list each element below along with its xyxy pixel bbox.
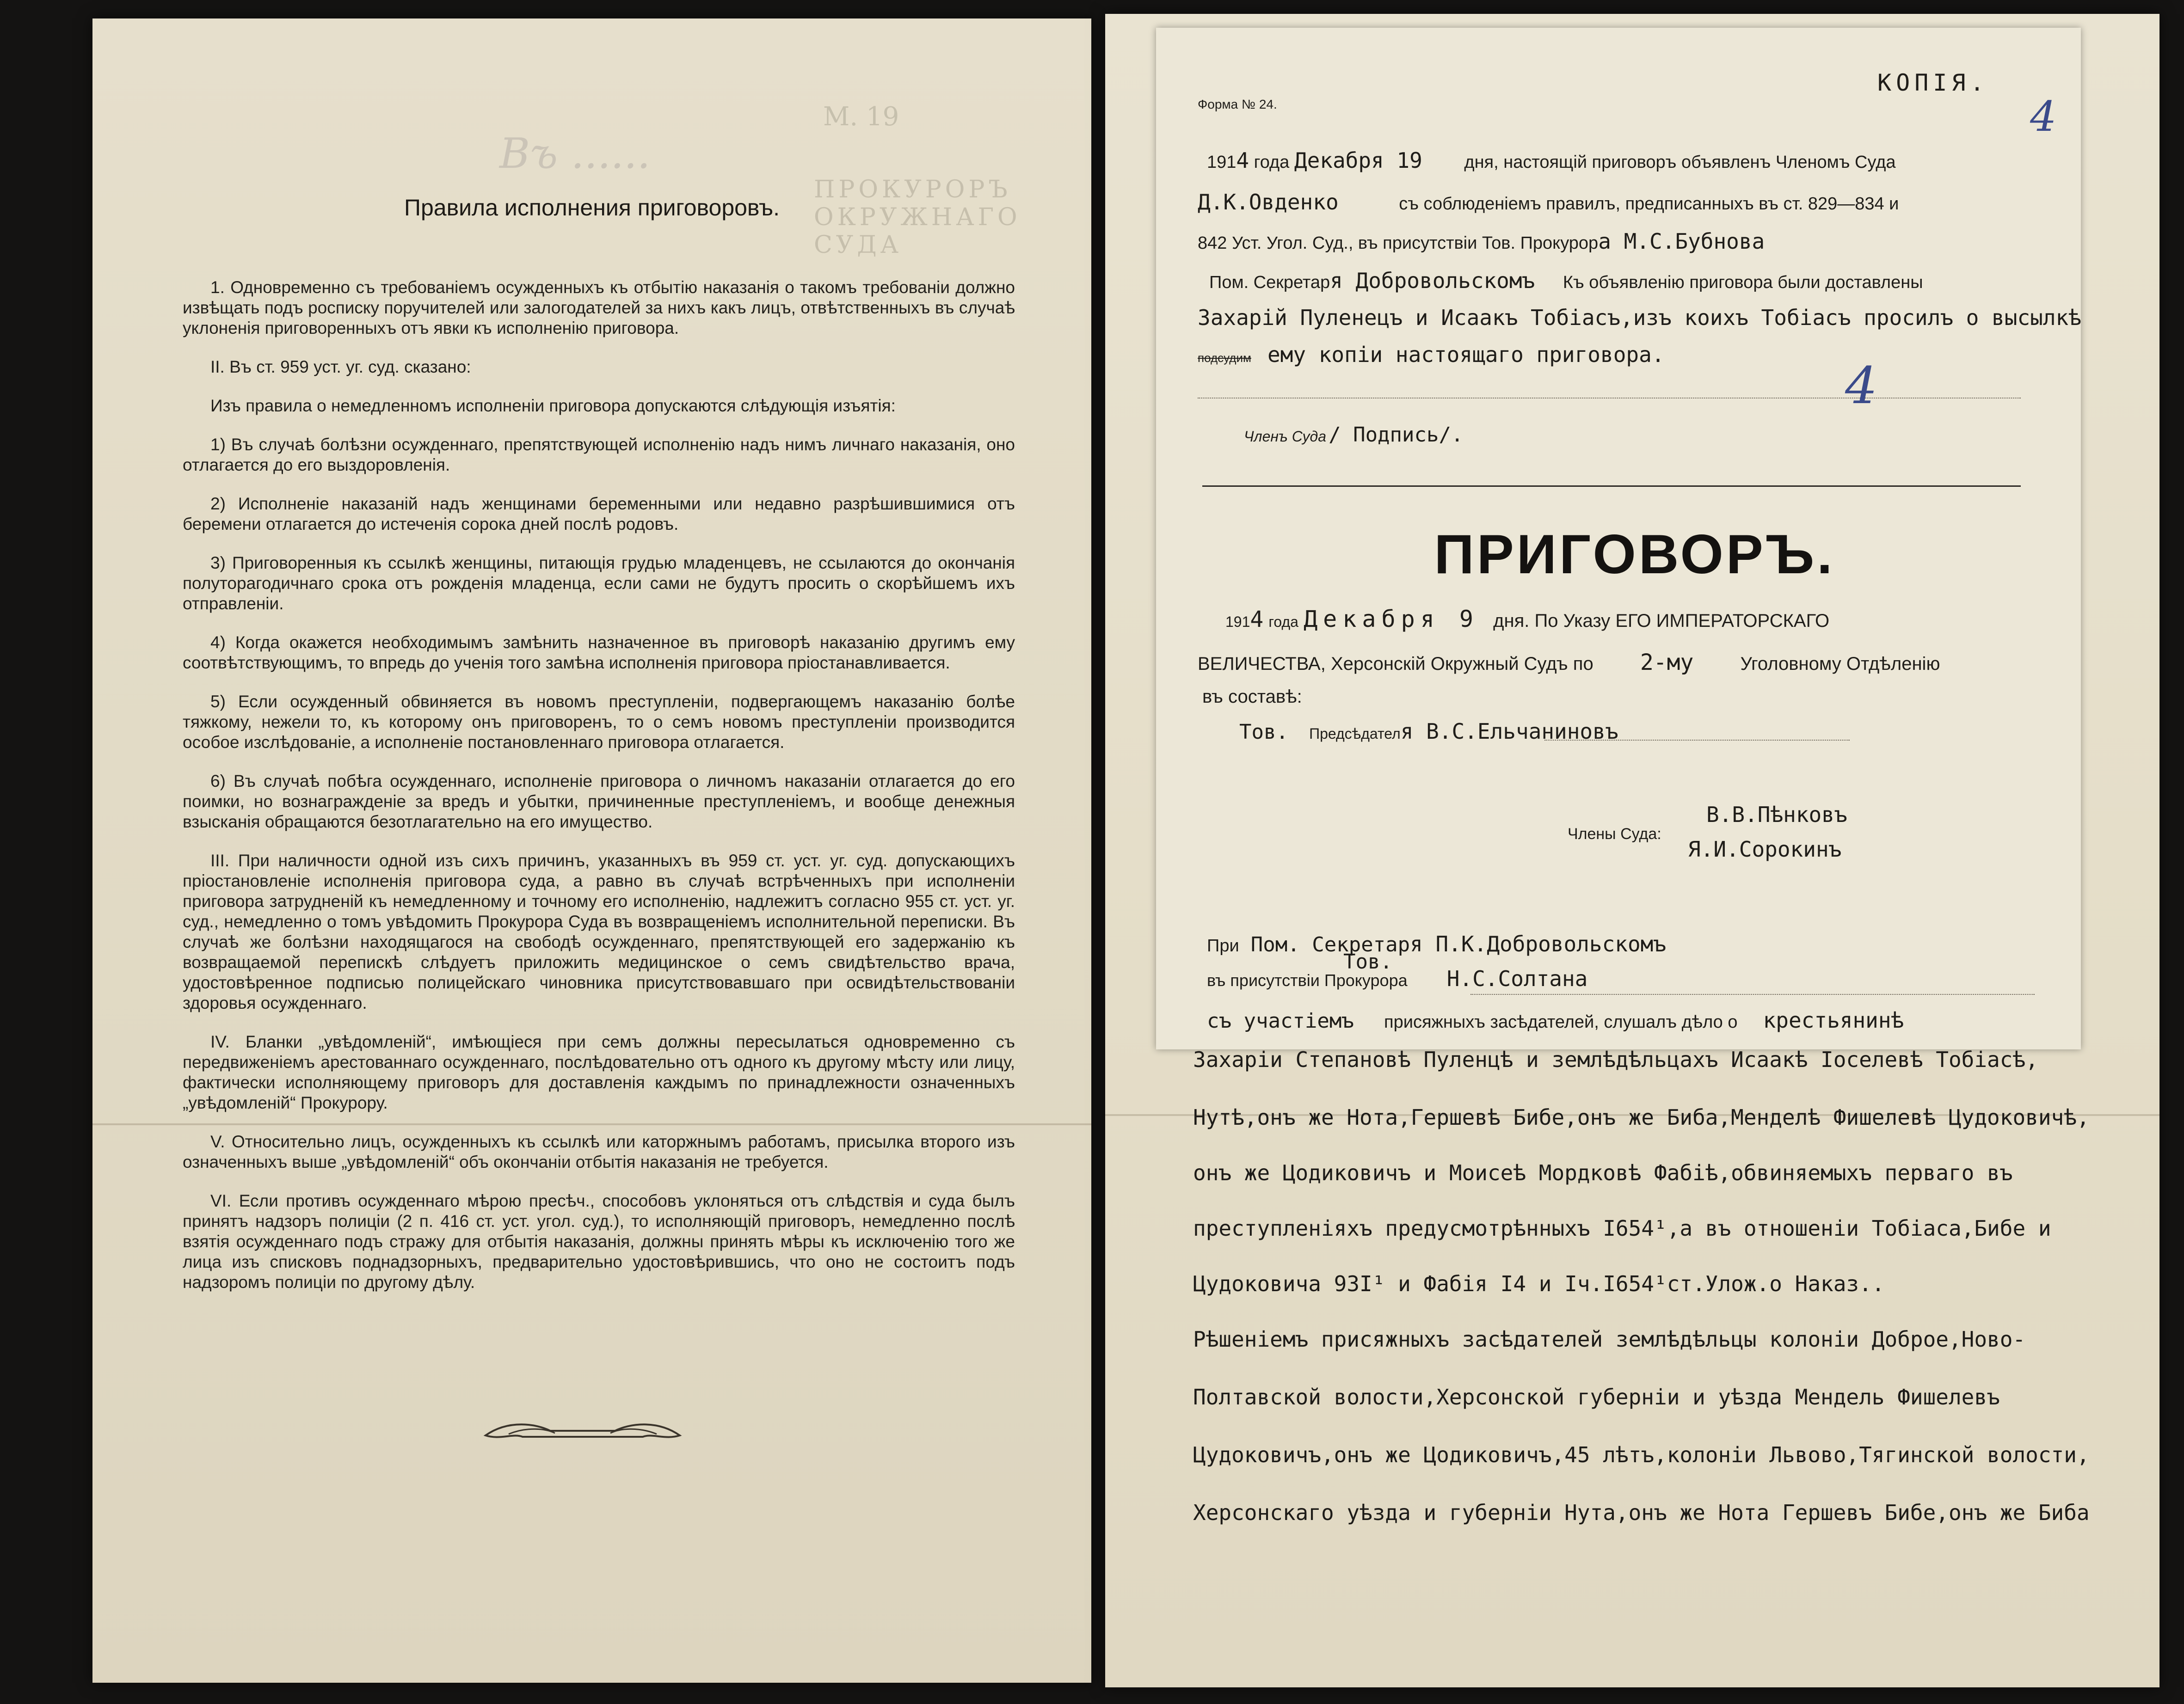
- page-number: 4: [2030, 92, 2057, 141]
- verdict-year-prefix: 191: [1225, 613, 1250, 630]
- verdict-line-3: въ составѣ:: [1202, 687, 1302, 707]
- faded-stamp: ПРОКУРОРЪ ОКРУЖНАГО СУДА: [814, 176, 1021, 259]
- verdict-date: Декабря 9: [1304, 606, 1479, 632]
- jury-suffix: емъ: [1317, 1009, 1354, 1033]
- rule-paragraph: VI. Если противъ осужденнаго мѣрою пресѣч., способовъ уклоняться отъ слѣдствія и суда былъ принятъ надзоръ полиціи (2 п. 416 ст. уст. угол. суд.), то исполняющій приговоръ, немедленно послѣ взятія осужденнаго подъ стражу для отбытія наказанія, должны принять мѣры къ исключенію того же лица изъ списковъ поднадзорныхъ, предварительно удостовѣрившись, что оно не состоитъ подъ надзоромъ полиціи по другому дѣлу.: [183, 1191, 1015, 1292]
- rule-paragraph: 4) Когда окажется необходимымъ замѣнить назначенное въ приговорѣ наказанію другимъ ему соотвѣтствующимъ, то впредь до ученія того замѣна исполненія приговора пріостанавливается.: [183, 633, 1015, 672]
- announce-text: дня, настоящій приговоръ объявленъ Членомъ Суда: [1464, 153, 1896, 172]
- copy-label: КОПІЯ.: [1877, 69, 1989, 96]
- rule-paragraph: Изъ правила о немедленномъ исполненіи приговора допускаются слѣдующія изъятія:: [210, 396, 896, 415]
- verdict-line-1: [1225, 606, 1829, 632]
- rule-paragraph: II. Въ ст. 959 уст. уг. суд. сказано:: [210, 357, 471, 376]
- rules-text: [183, 277, 1015, 1311]
- dotted-line: [1544, 740, 1850, 741]
- verdict-dept: 2-му: [1640, 650, 1694, 675]
- prosecutor-tov: Тов.: [1343, 950, 1392, 974]
- announce-text: съ соблюденіемъ правилъ, предписанныхъ въ ст. 829—834 и: [1399, 194, 1899, 214]
- jury-prefix: съ участі: [1207, 1009, 1317, 1033]
- announce-prosecutor: а М.С.Бубнова: [1598, 229, 1765, 254]
- verdict-body-line: Рѣшеніемъ присяжныхъ засѣдателей землѣдѣльцы колоніи Доброе,Ново-: [1193, 1327, 2026, 1352]
- announce-text: ему копіи настоящаго приговора.: [1267, 342, 1665, 367]
- announce-text: Пом. Секретар: [1209, 273, 1330, 292]
- verdict-body-line: Нутѣ,онъ же Нота,Гершевѣ Бибе,онъ же Биба,Менделѣ Фишелевѣ Цудоковичѣ,: [1193, 1105, 2090, 1130]
- prosecutor-row: [1207, 966, 1587, 991]
- announce-secretary: я Добровольскомъ: [1330, 268, 1535, 293]
- member-signature: [1244, 423, 1464, 447]
- rule-paragraph: III. При наличности одной изъ сихъ причинъ, указанныхъ въ 959 ст. уст. уг. суд. допускающихъ пріостановленіе исполненія приговора суда, а равно въ случаѣ встрѣченныхъ при исполненіи приговора затрудненій къ немедленному и точному его исполненію, надлежитъ согласно 955 ст. уст. уг. суд., немедленно о томъ увѣдомить Прокурора Суда въ возвращеніемъ исполнительной переписки. Въ случаѣ же болѣзни находящагося на свободѣ осужденнаго, препятствующей его задержанію къ возвращаемой перепискѣ слѣдуетъ приложить медицинское о семъ свидѣтельство врача, удостовѣренное подписью полицейскаго чиновника присутствовавшаго при освидѣтельствованіи здоровья осужденнаго.: [183, 851, 1015, 1012]
- announce-text: 842 Уст. Угол. Суд., въ присутствіи Тов. Прокурор: [1198, 233, 1599, 253]
- verdict-body-line: Цудоковича 93I¹ и Фабія I4 и Iч.I654¹ст.Улож.о Наказ..: [1193, 1271, 1885, 1296]
- secretary-value: я П.К.Добровольскомъ: [1410, 932, 1667, 956]
- announce-line-5: Захарій Пуленецъ и Исаакъ Тобіасъ,изъ коихъ Тобіасъ просилъ о высылкѣ: [1198, 305, 2081, 330]
- chair-value: я В.С.Ельчаниновъ: [1400, 719, 1618, 744]
- announce-line-3: [1198, 229, 1765, 254]
- page-title: Правила исполнения приговоровъ.: [404, 195, 780, 221]
- verdict-body-line: Полтавской волости,Херсонской губерніи и уѣзда Мендель Фишелевъ: [1193, 1385, 2000, 1410]
- verdict-text: дня. По Указу ЕГО ИМПЕРАТОРСКАГО: [1493, 611, 1830, 631]
- announce-member: Д.К.Овденко: [1198, 190, 1339, 215]
- announce-year-prefix: 191: [1207, 153, 1237, 172]
- announce-line-4: [1209, 268, 1923, 293]
- verdict-line-2: [1198, 650, 1940, 675]
- chair-label: Предсѣдател: [1309, 725, 1401, 742]
- announce-text: Къ объявленію приговора были доставлены: [1563, 273, 1923, 292]
- verdict-body-line: Херсонскаго уѣзда и губерніи Нута,онъ же Нота Гершевъ Бибе,онъ же Биба: [1193, 1500, 2090, 1525]
- dotted-line: [1470, 994, 2035, 995]
- ornament-icon: [481, 1415, 684, 1447]
- rule-paragraph: 2) Исполненіе наказаній надъ женщинами беременными или недавно разрѣшившимися отъ беремени отлагается до истеченія сорока дней послѣ родовъ.: [183, 494, 1015, 533]
- verdict-body-line: преступленіяхъ предусмотрѣнныхъ I654¹,а въ отношеніи Тобіаса,Бибе и: [1193, 1216, 2051, 1241]
- rule-paragraph: 1. Одновременно съ требованіемъ осужденныхъ къ отбытію наказанія о такомъ требованіи должно извѣщать подъ росписку поручителей или залогодателей за нихъ какъ лицъ, отвѣтственныхъ въ случаѣ уклоненія приговоренныхъ отъ явки къ исполненію приговора.: [183, 278, 1015, 337]
- form-number: Форма № 24.: [1198, 97, 1277, 111]
- faded-stamp-number: М. 19: [823, 102, 899, 132]
- verdict-text: Уголовному Отдѣленію: [1740, 654, 1940, 674]
- divider: [1202, 485, 2021, 487]
- announce-line-1: [1207, 148, 1896, 173]
- rule-paragraph: 3) Приговоренныя къ ссылкѣ женщины, питающія грудью младенцевъ, не ссылаются до окончанія полуторагодичнаго срока отъ рожденія младенца, если сами не будутъ просить о скорѣйшемъ ихъ отправленіи.: [183, 553, 1015, 613]
- jury-text: присяжныхъ засѣдателей, слушалъ дѣло о: [1384, 1012, 1738, 1032]
- jury-value: крестьянинѣ: [1763, 1008, 1904, 1033]
- verdict-year: 4: [1250, 607, 1264, 632]
- verdict-body-line: Цудоковичъ,онъ же Цодиковичъ,45 лѣтъ,колоніи Львово,Тягинской волости,: [1193, 1442, 2090, 1467]
- verdict-title: ПРИГОВОРЪ.: [1434, 523, 1835, 585]
- handwritten-mark: 4: [1845, 356, 1877, 415]
- announce-line-2: [1198, 190, 1899, 215]
- secretary-row: [1207, 932, 1666, 956]
- verdict-body-line: Захаріи Степановѣ Пуленцѣ и землѣдѣльцахъ Исаакѣ Іоселевѣ Тобіасѣ,: [1193, 1047, 2038, 1072]
- rule-paragraph: 6) Въ случаѣ побѣга осужденнаго, исполненіе приговора о личномъ наказаніи отлагается до его поимки, но вознагражденіе за вредъ и убытки, причиненные преступленіемъ, и вообще денежныя взысканія обращаются безотлагательно на его имущество.: [183, 772, 1015, 831]
- secretary-label: Пом. Секретар: [1250, 933, 1410, 956]
- announce-date: Декабря 19: [1294, 148, 1422, 173]
- rule-paragraph: IV. Бланки „увѣдомленій“, имѣющіеся при семъ должны пересылаться одновременно съ передвиженіемъ арестованнаго осужденнаго, послѣдовательно отъ одного къ другому мѣсту или лицу, фактически исполняющему приговоръ для доставленія каждымъ по принадлежности означенныхъ „увѣдомленій“ Прокурору.: [183, 1032, 1015, 1112]
- member-1: В.В.Пѣнковъ: [1706, 802, 1847, 827]
- rule-paragraph: 5) Если осужденный обвиняется въ новомъ преступленіи, подвергающемъ наказанію болѣе тяжкому, нежели то, къ которому онъ приговоренъ, то о семъ новомъ преступленіи производится особое изслѣдованіе, а исполненіе постановленнаго приговора отлагается.: [183, 692, 1015, 752]
- prosecutor-value: Н.С.Солтана: [1446, 966, 1588, 991]
- member-2: Я.И.Сорокинъ: [1688, 837, 1842, 862]
- jury-row: [1207, 1008, 1904, 1033]
- rule-paragraph: V. Относительно лицъ, осужденныхъ къ ссылкѣ или каторжнымъ работамъ, присылка второго изъ означенныхъ выше „увѣдомленій“ объ окончаніи отбытія наказанія не требуется.: [183, 1132, 1015, 1171]
- secretary-prefix: При: [1207, 936, 1239, 956]
- member-sig-label: Членъ Суда: [1244, 428, 1326, 445]
- struck-word: подсудим: [1198, 351, 1251, 365]
- faded-handwriting: Въ ......: [499, 129, 651, 178]
- announce-year: 4: [1236, 148, 1249, 173]
- announce-year-word: года: [1254, 153, 1290, 172]
- verdict-body-line: онъ же Цодиковичъ и Моисеѣ Мордковѣ Фабіѣ,обвиняемыхъ перваго въ: [1193, 1160, 2013, 1185]
- announce-line-6: [1198, 342, 1664, 367]
- rule-paragraph: 1) Въ случаѣ болѣзни осужденнаго, препятствующей исполненію надъ нимъ личнаго наказанія, оно отлагается до его выздоровленія.: [183, 435, 1015, 474]
- chair-prefix: Тов.: [1239, 720, 1288, 744]
- members-label: Члены Суда:: [1568, 825, 1661, 843]
- verdict-text: ВЕЛИЧЕСТВА, Херсонскій Окружный Судъ по: [1198, 654, 1593, 674]
- prosecutor-label: въ присутствіи Прокурора: [1207, 971, 1408, 990]
- member-sig-value: / Подпись/.: [1329, 423, 1464, 447]
- verdict-year-word: года: [1268, 613, 1298, 630]
